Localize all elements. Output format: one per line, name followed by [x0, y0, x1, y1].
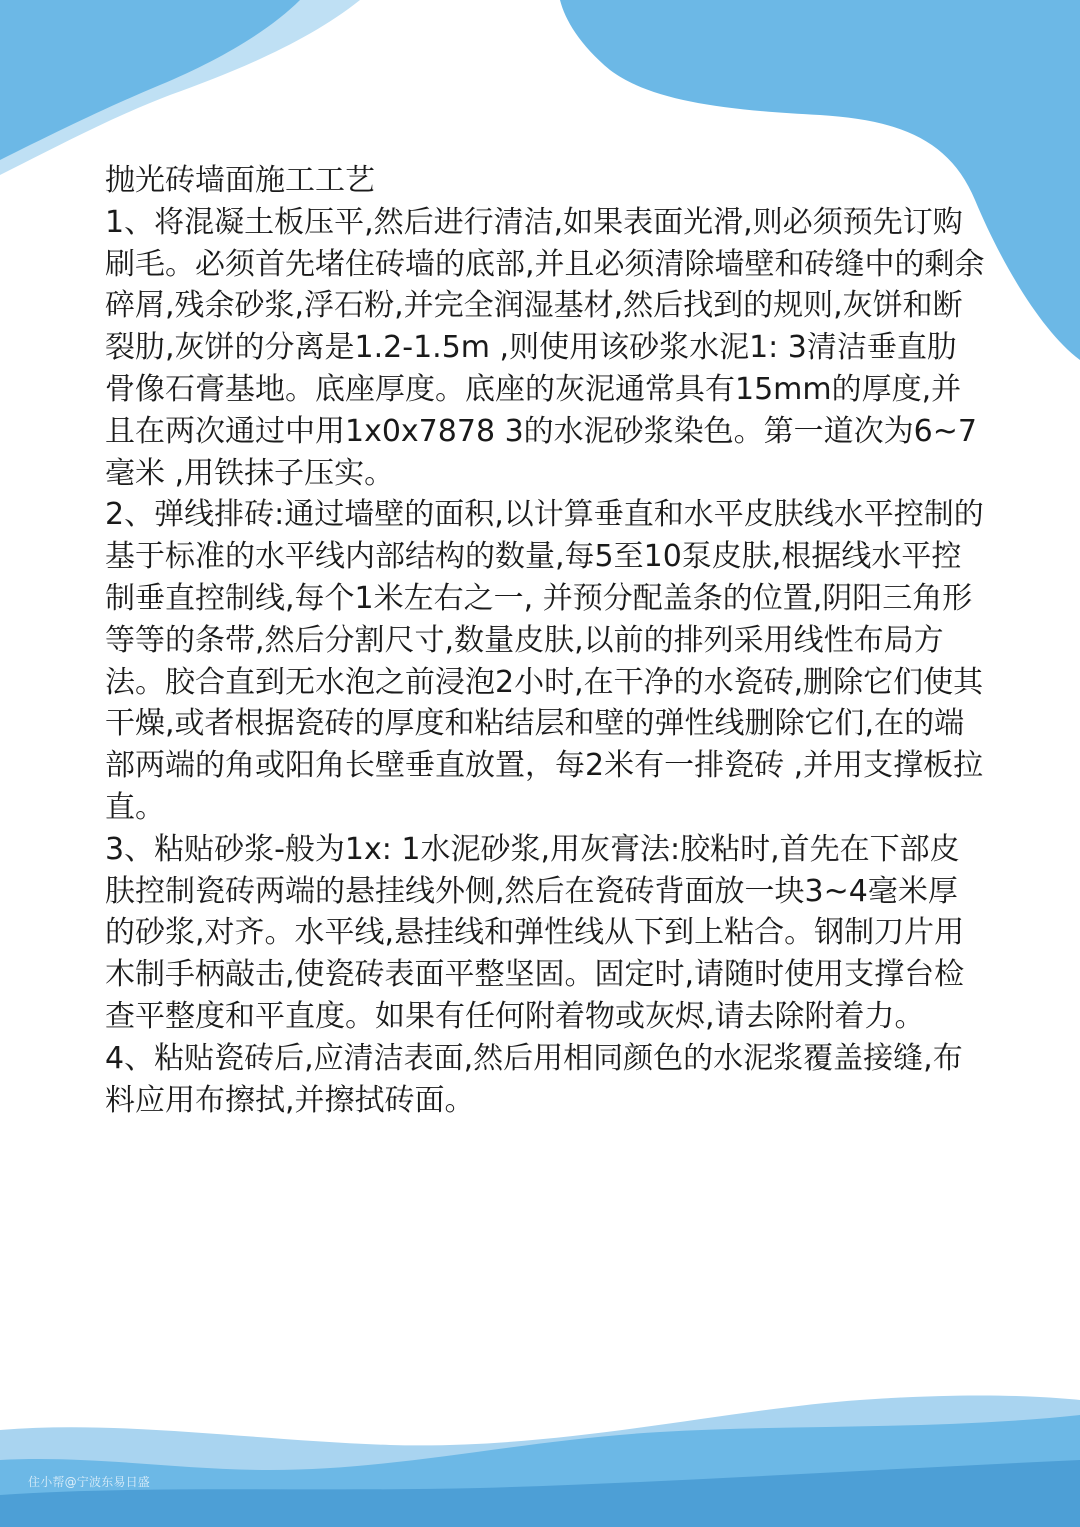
document-title: 抛光砖墙面施工工艺: [105, 163, 375, 198]
paragraph-4: 4、粘贴瓷砖后,应清洁表面,然后用相同颜色的水泥浆覆盖接缝,布料应用布擦拭,并擦拭砖面。: [105, 1040, 963, 1118]
document-body: [105, 160, 985, 1121]
paragraph-2: 2、弹线排砖:通过墙壁的面积,以计算垂直和水平皮肤线水平控制的基于标准的水平线内部结构的数量,每5至10泵皮肤,根据线水平控制垂直控制线,每个1米左右之一, 并预分配盖条的位置,阴阳三角形等等的条带,然后分割尺寸,数量皮肤,以前的排列采用线性布局方法。胶合直到无水泡之前浸泡2小时,在干净的水瓷砖,删除它们使其干燥,或者根据瓷砖的厚度和粘结层和壁的弹性线删除它们,在的端部两端的角或阳角长壁垂直放置，每2米有一排瓷砖 ,并用支撑板拉直。: [105, 497, 984, 825]
paragraph-1: 1、将混凝土板压平,然后进行清洁,如果表面光滑,则必须预先订购刷毛。必须首先堵住砖墙的底部,并且必须清除墙壁和砖缝中的剩余碎屑,残余砂浆,浮石粉,并完全润湿基材,然后找到的规则,灰饼和断裂肋,灰饼的分离是1.2-1.5m ,则使用该砂浆水泥1: 3清洁垂直肋骨像石膏基地。底座厚度。底座的灰泥通常具有15mm的厚度,并且在两次通过中用1x0x7878 3的水泥砂浆染色。第一道次为6~7毫米 ,用铁抹子压实。: [105, 204, 985, 491]
watermark: 住小帮@宁波东易日盛: [28, 1475, 151, 1489]
top-left-wave: [0, 0, 300, 160]
paragraph-3: 3、粘贴砂浆-般为1x: 1水泥砂浆,用灰膏法:胶粘时,首先在下部皮肤控制瓷砖两端的悬挂线外侧,然后在瓷砖背面放一块3~4毫米厚的砂浆,对齐。水平线,悬挂线和弹性线从下到上粘合。钢制刀片用木制手柄敲击,使瓷砖表面平整坚固。固定时,请随时使用支撑台检查平整度和平直度。如果有任何附着物或灰烬,请去除附着力。: [105, 831, 965, 1034]
